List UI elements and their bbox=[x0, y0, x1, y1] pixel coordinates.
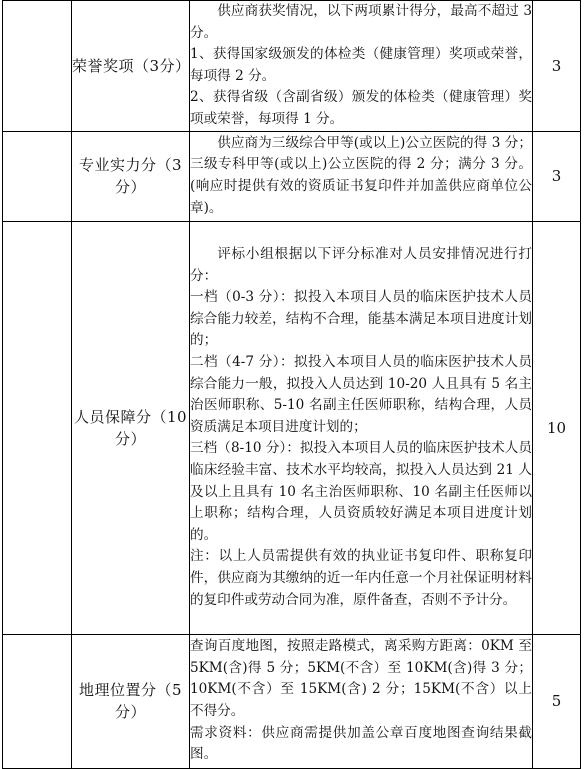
description-cell bbox=[190, 1, 533, 132]
category-cell: 专业实力分（3分） bbox=[72, 131, 190, 221]
description-line: 一档（0-3 分）：拟投入本项目人员的临床医护技术人员综合能力较差，结构不合理，能基本满足本项目进度计划的； bbox=[190, 289, 532, 349]
description-line: 评标小组根据以下评分标准对人员安排情况进行打分： bbox=[190, 246, 532, 284]
scoring-table bbox=[2, 0, 581, 769]
blank-cell bbox=[3, 1, 72, 132]
blank-cell bbox=[3, 221, 72, 634]
description-line: 二档（4-7 分）：拟投入本项目人员的临床医护技术人员综合能力一般，拟投入人员达到 10-20 人且具有 5 名主治医师职称、5-10 名副主任医师职称，结构合理，人员资质满足本项目进度计划的； bbox=[190, 353, 532, 435]
description-line: 查询百度地图，按照走路模式，离采购方距离：0KM 至 5KM(含)得 5 分；5KM(不含）至 10KM(含)得 3 分；10KM(不含）至 15KM(含) 2 分；15KM(不含）以上不得分。 bbox=[190, 638, 532, 720]
description-line: 供应商获奖情况，以下两项累计得分，最高不超过 3 分。 bbox=[190, 3, 532, 41]
description-cell bbox=[190, 131, 533, 221]
description-line: 需求资料：供应商需提供加盖公章百度地图查询结果截图。 bbox=[190, 724, 532, 763]
score-cell: 5 bbox=[533, 634, 581, 768]
description-line: 供应商为三级综合甲等(或以上)公立医院的得 3 分；三级专科甲等(或以上)公立医院的得 2 分；满分 3 分。(响应时提供有效的资质证书复印件并加盖供应商单位公章)。 bbox=[190, 134, 532, 216]
score-cell: 10 bbox=[533, 221, 581, 634]
description-line: 1、获得国家级颁发的体检类（健康管理）奖项或荣誉，每项得 2 分。 bbox=[190, 46, 532, 84]
blank-cell bbox=[3, 634, 72, 768]
description-line: 三档（8-10 分）：拟投入本项目人员的临床医护技术人员临床经验丰富、技术水平均较高，拟投入人员达到 21 人及以上且具有 10 名主治医师职称、10 名副主任医师以上职称；结构合理，人员资质较好满足本项目进度计划的。 bbox=[190, 440, 532, 543]
table-row-staffing bbox=[3, 221, 581, 634]
blank-cell bbox=[3, 131, 72, 221]
description-cell bbox=[190, 634, 533, 768]
description-line: 注：以上人员需提供有效的执业证书复印件、职称复印件，供应商为其缴纳的近一年内任意一个月社保证明材料的复印件或劳动合同为准，原件备查，否则不予计分。 bbox=[190, 548, 532, 608]
score-cell: 3 bbox=[533, 1, 581, 132]
table-row-strength bbox=[3, 131, 581, 221]
table-row-honor bbox=[3, 1, 581, 132]
category-cell: 地理位置分（5分） bbox=[72, 634, 190, 768]
description-line: 2、获得省级（含副省级）颁发的体检类（健康管理）奖项或荣誉，每项得 1 分。 bbox=[190, 89, 532, 127]
score-cell: 3 bbox=[533, 131, 581, 221]
category-cell: 荣誉奖项（3分） bbox=[72, 1, 190, 132]
table-row-location bbox=[3, 634, 581, 768]
description-cell bbox=[190, 221, 533, 634]
category-cell: 人员保障分（10分） bbox=[72, 221, 190, 634]
